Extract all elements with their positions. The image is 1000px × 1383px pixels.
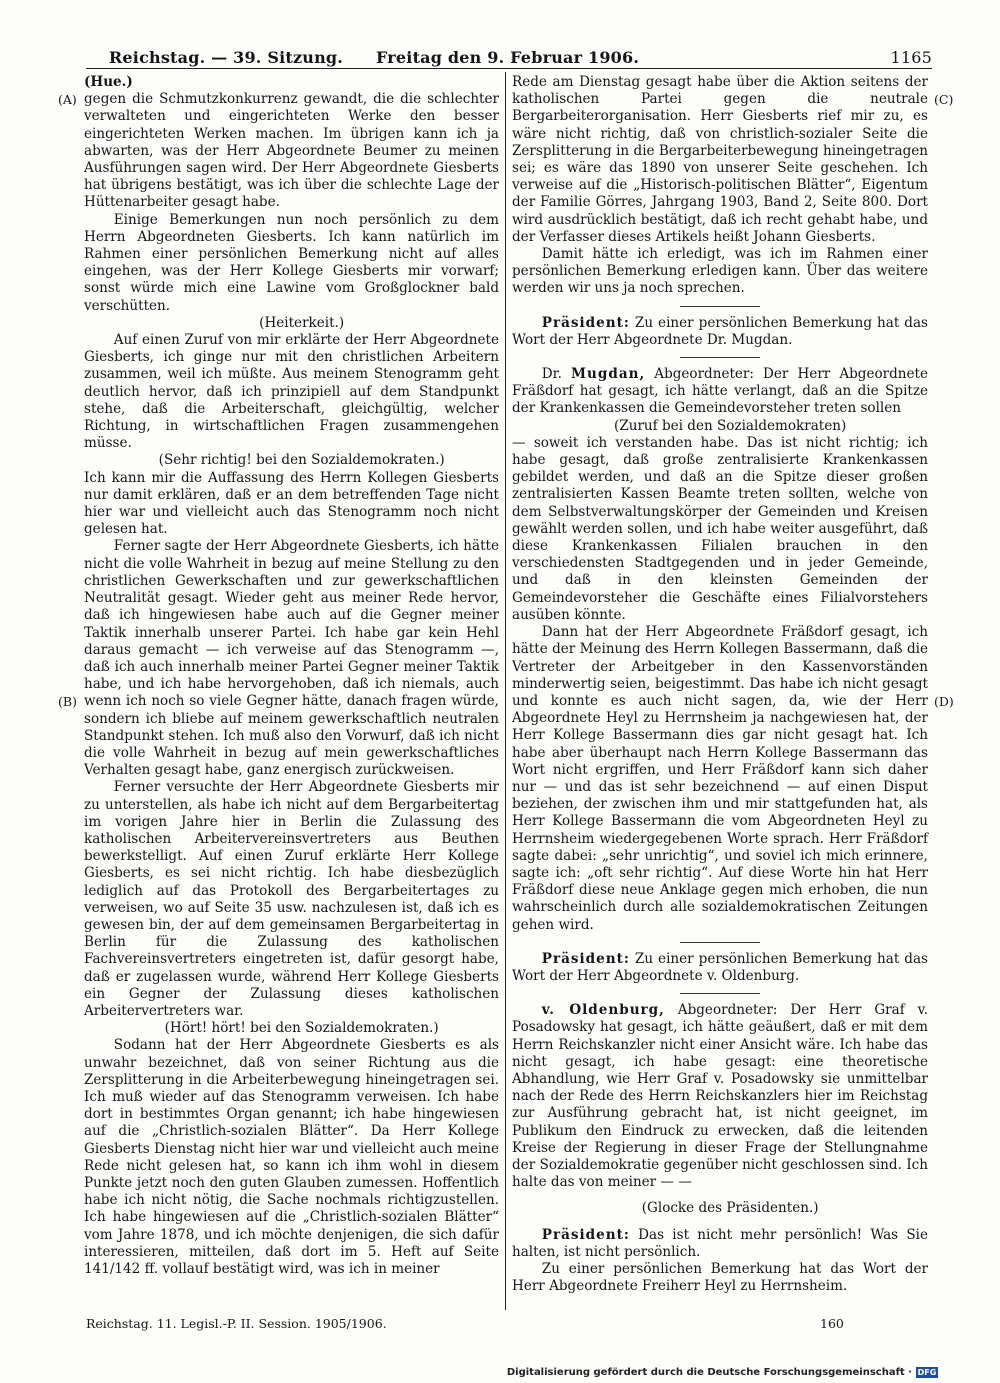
margin-marker-a: (A) <box>58 92 77 107</box>
section-divider <box>680 357 760 358</box>
remark-text: Zu einer persönlichen Bemerkung hat das Wort der Herr Abgeordnete Dr. Mugdan. <box>512 314 928 348</box>
president-remark <box>512 951 928 985</box>
margin-marker-d: (D) <box>934 694 954 709</box>
speech-text: Abgeordneter: Der Herr Graf v. Posadowsky hat gesagt, ich hätte geäußert, daß er mit dem Herrn Reichskanzler nicht einer Ansicht wäre. Ich habe das nicht gesagt, ich habe gesagt: eine theoretische Abhandlung, wie Herr Graf v. Posadowsky sie unmittelbar nach der Rede des Herrn Reichskanzlers hier im Reichstag zur Ausführung gebracht hat, ist nicht geeignet, im Publikum den Eindruck zu erwecken, daß die leitenden Kreise der Regierung in dieser Frage der Stellungnahme der Sozialdemokratie gegenüber nicht geschlossen sind. Ich halte das von meiner — — <box>512 1002 928 1191</box>
speaker-title: Dr. <box>541 366 562 383</box>
column-divider <box>505 72 506 1310</box>
section-divider <box>680 993 760 994</box>
paragraph: Sodann hat der Herr Abgeordnete Giesberts es als unwahr bezeichnet, daß von seiner Richtung aus die Zersplitterung in die Arbeiterbewegung hineingetragen sei. Ich muß wieder auf das Stenogramm verweisen. Ich habe dort in bestimmtes Organ genannt; ich habe hingewiesen auf die „Christlich-sozialen Blätter“. Da Herr Kollege Giesberts Dienstag nicht hier war und vielleicht auch meine Rede nicht gelesen hat, so kann ich ihm wohl in diesem Punkte jetzt noch den guten Glauben zumessen. Hoffentlich habe ich nicht nötig, die Sache nochmals richtigzustellen. Ich habe hingewiesen auf die „Christlich-sozialen Blätter“ vom Jahre 1878, und ich möchte denjenigen, die sich dafür interessieren, mitteilen, daß dort im 5. Heft auf Seite 141/142 ff. vollauf bestätigt wird, was ich in meiner <box>84 1037 499 1278</box>
dfg-logo-icon: DFG <box>917 1368 937 1377</box>
speaker-label: Präsident: <box>541 1226 630 1243</box>
paragraph: Einige Bemerkungen nun noch persönlich zu dem Herrn Abgeordneten Giesberts. Ich kann natürlich im Rahmen einer persönlichen Bemerkung nicht auf alles eingehen, was der Herr Kollege Giesberts mir vorwarf; sonst würde mich eine Lawine vom Großglockner bald verschütten. <box>84 211 499 314</box>
header-date: Freitag den 9. Februar 1906. <box>376 48 640 67</box>
paragraph: Damit hätte ich erledigt, was ich im Rahmen einer persönlichen Bemerkung erledigen kann. Über das weitere werden wir uns ja noch sprechen. <box>512 246 928 297</box>
speaker-name: Mugdan, <box>571 366 646 383</box>
paragraph: gegen die Schmutzkonkurrenz gewandt, die die schlechter verwalteten und eingerichteten Werke den besser eingerichteten Werken machen. Im übrigen kann ich ja abwarten, was der Herr Abgeordnete Beumer zu meinen Ausführungen sagen wird. Der Herr Abgeordnete Giesberts hat übrigens bestätigt, was ich über die schlechte Lage der Hüttenarbeiter gesagt habe. <box>84 91 499 211</box>
paragraph: Zu einer persönlichen Bemerkung hat das Wort der Herr Abgeordnete Freiherr Heyl zu Herrnsheim. <box>512 1261 928 1295</box>
speech-intro <box>512 1002 928 1191</box>
margin-marker-b: (B) <box>58 694 77 709</box>
section-divider <box>680 942 760 943</box>
remark-text: Das ist nicht mehr persönlich! Was Sie halten, ist nicht persönlich. <box>512 1226 929 1260</box>
interjection: (Sehr richtig! bei den Sozialdemokraten.) <box>158 452 445 469</box>
president-remark <box>512 315 928 349</box>
footer-publication: Reichstag. 11. Legisl.-P. II. Session. 1905/1906. <box>86 1316 387 1331</box>
president-remark <box>512 1227 928 1261</box>
paragraph: Ferner sagte der Herr Abgeordnete Giesberts, ich hätte nicht die volle Wahrheit in bezug auf meine Stellung zu den christlichen Gewerkschaften und zur gewerkschaftlichen Neutralität gesagt. Wieder geht aus meiner Rede hervor, daß ich hingewiesen habe auch auf die Gegner meiner Taktik innerhalb unserer Partei. Ich habe gar kein Hehl daraus gemacht — ich verweise auf das Stenogramm —, daß ich auch innerhalb meiner Partei Gegner meiner Taktik habe, und ich habe hervorgehoben, daß ich niemals, auch wenn ich noch so viele Gegner hätte, danach fragen würde, sondern ich bliebe auf meinem gewerkschaftlich neutralen Standpunkt stehen. Ich muß also den Vorwurf, daß ich nicht die volle Wahrheit in bezug auf mein gewerkschaftliches Verhalten gesagt habe, ganz energisch zurückweisen. <box>84 538 499 779</box>
right-column <box>512 74 928 1295</box>
speech-intro <box>512 366 928 418</box>
speaker-continued: (Hue.) <box>84 74 133 90</box>
credit-text: Digitalisierung gefördert durch die Deutsche Forschungsgemeinschaft · <box>506 1367 912 1378</box>
speaker-label: Präsident: <box>541 950 630 967</box>
speech-text: Abgeordneter: Der Herr Abgeordnete Fräßdorf hat gesagt, ich hätte verlangt, daß an die Spitze der Krankenkassen die Gemeindevorsteher treten sollen <box>512 366 929 417</box>
margin-marker-c: (C) <box>934 92 954 107</box>
remark-text: Zu einer persönlichen Bemerkung hat das Wort der Herr Abgeordnete v. Oldenburg. <box>512 950 928 984</box>
page-number: 1165 <box>890 48 932 67</box>
paragraph: Ich kann mir die Auffassung des Herrn Kollegen Giesberts nur damit erklären, daß er an dem betreffenden Tage nicht hier war und vielleicht auch das Stenogramm noch nicht gelesen hat. <box>84 469 499 538</box>
paragraph: — soweit ich verstanden habe. Das ist nicht richtig; ich habe gesagt, daß große zentralisierte Krankenkassen gebildet werden, und daß an die Spitze dieser großen zentralisierten Kassen Beamte treten sollten, welche von dem Selbstverwaltungskörper der Gemeinden und Kreisen gewählt werden sollen, und ich habe weiter ausgeführt, daß diese Krankenkassen Filialen brauchen in den verschiedensten Stadtgegenden und in jeder Gemeinde, und daß in den kleinsten Gemeinden der Gemeindevorsteher die Geschäfte eines Filialvorstehers ausüben könnte. <box>512 434 928 623</box>
running-header <box>86 46 932 70</box>
interjection: (Hört! hört! bei den Sozialdemokraten.) <box>164 1020 439 1037</box>
interjection: (Zuruf bei den Sozialdemokraten) <box>614 417 847 434</box>
paragraph: Ferner versuchte der Herr Abgeordnete Giesberts mir zu unterstellen, als habe ich nicht auf dem Bergarbeitertag im vorigen Jahre hier in Berlin die Zulassung des katholischen Arbeitervereinsvertreters aus Beuthen bewerkstelligt. Auf einen Zuruf erklärte Herr Kollege Giesberts, es sei nicht richtig. Ich habe diesbezüglich lediglich auf das Protokoll des Bergarbeitertages zu verweisen, wo auf Seite 35 usw. nachzulesen ist, daß ich es gewesen bin, der auf dem gemeinsamen Bergarbeitertag in Berlin für die Zulassung des katholischen Fachvereinsvertreters eingetreten ist, dafür gesorgt habe, daß er zugelassen wurde, während Herr Kollege Giesberts ein Gegner der Zulassung dieses katholischen Arbeitervertreters war. <box>84 779 499 1019</box>
speaker-name: v. Oldenburg, <box>541 1002 665 1019</box>
section-divider <box>680 306 760 307</box>
digitization-credit <box>507 1367 938 1378</box>
header-rule <box>86 68 932 69</box>
paragraph: Dann hat der Herr Abgeordnete Fräßdorf gesagt, ich hätte der Meinung des Herrn Kollegen Bassermann, daß die Vertreter der Arbeitgeber in den Kassenvorständen minderwertig seien, beigestimmt. Das habe ich nicht gesagt und konnte es auch nicht sagen, da, wie der Herr Abgeordnete Heyl zu Herrnsheim ja nachgewiesen hat, der Herr Kollege Bassermann dies gar nicht gesagt hat. Ich habe aber überhaupt nach Herrn Kollege Bassermann das Wort nicht ergriffen, und Herr Fräßdorf kann sich daher nur — und das ist sehr bezeichnend — auf einen Disput beziehen, der zwischen ihm und mir stattgefunden hat, als Herr Kollege Bassermann die vom Abgeordneten Heyl zu Herrnsheim wiedergegebenen Worte sprach. Herr Fräßdorf sagte dabei: „sehr unrichtig“, und soviel ich mich erinnere, sagte ich: „oft sehr richtig“. Auf diese Worte hin hat Herr Fräßdorf diese neue Anklage gegen mich erhoben, die nun wahrscheinlich durch alle sozialdemokratischen Zeitungen gehen wird. <box>512 624 928 933</box>
interjection: (Heiterkeit.) <box>259 314 345 331</box>
paragraph: Rede am Dienstag gesagt habe über die Aktion seitens der katholischen Partei gegen die neutrale Bergarbeiterorganisation. Herr Giesberts rief mir zu, es wäre nicht richtig, daß von christlich-sozialer Seite die Zersplitterung in die Bergarbeiterbewegung hineingetragen sei; es wäre das 1890 von unserer Seite geschehen. Ich verweise auf die „Historisch-politischen Blätter“, Eigentum der Familie Görres, Jahrgang 1903, Band 2, Seite 800. Dort wird ausdrücklich bestätigt, daß ich recht gehabt habe, und der Verfasser dieses Artikels heißt Johann Giesberts. <box>512 74 928 245</box>
speaker-label: Präsident: <box>541 314 630 331</box>
interjection: (Glocke des Präsidenten.) <box>641 1200 819 1217</box>
header-session: Reichstag. — 39. Sitzung. <box>108 48 344 67</box>
footer-sheet-number: 160 <box>820 1316 844 1331</box>
paragraph: Auf einen Zuruf von mir erklärte der Herr Abgeordnete Giesberts, ich ginge nur mit den christlichen Arbeitern zusammen, weil ich müßte. Aus meinem Stenogramm geht deutlich hervor, daß ich prinzipiell auf dem Standpunkt stehe, daß die Arbeiterschaft, gleichgültig, welcher Richtung, in wirtschaftlichen Fragen zusammengehen müsse. <box>84 332 499 452</box>
left-column <box>84 74 499 1278</box>
